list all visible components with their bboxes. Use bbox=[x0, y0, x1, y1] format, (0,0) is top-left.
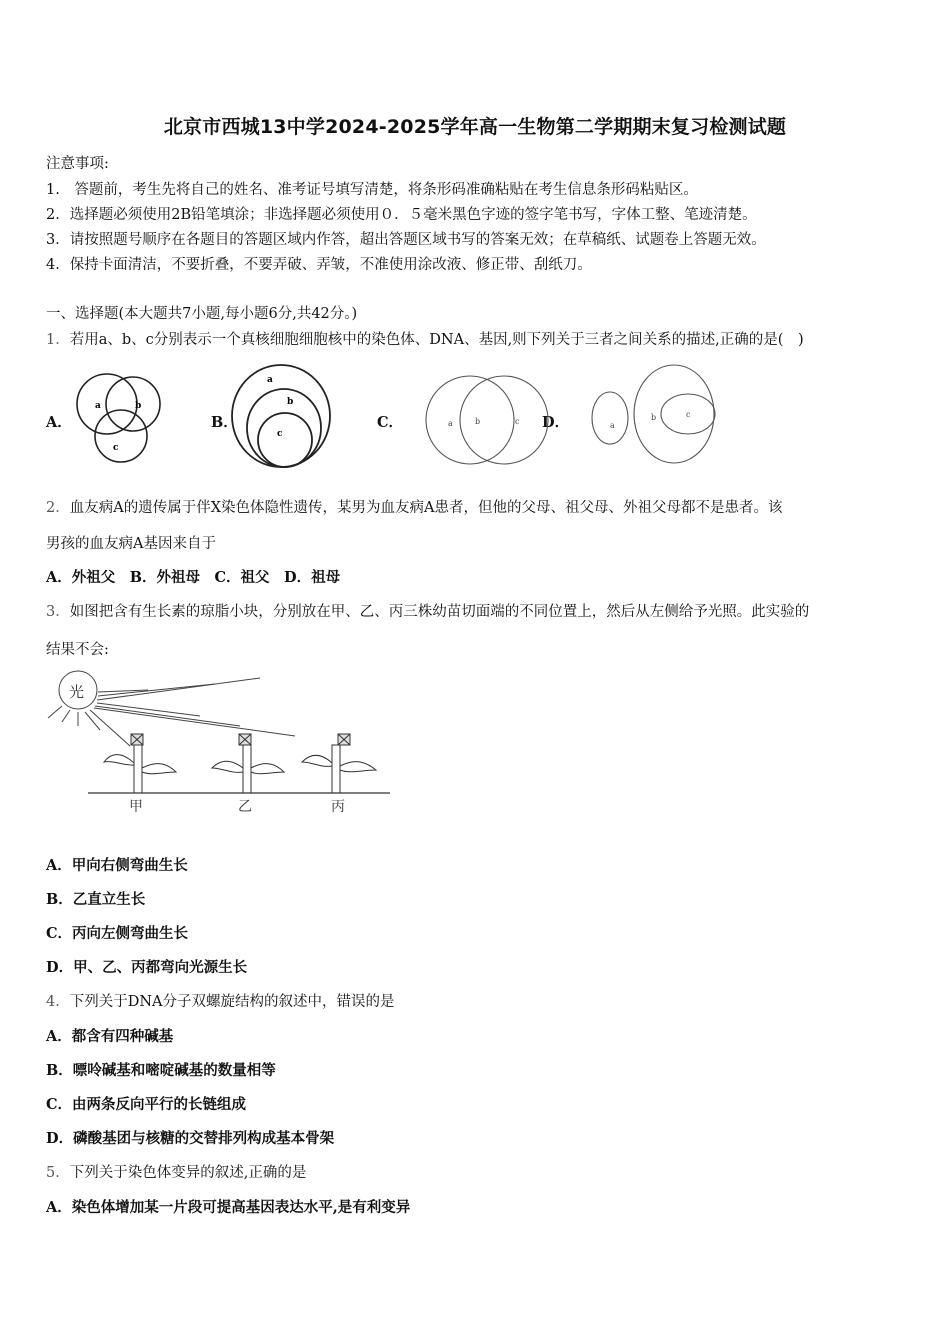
question-text: 下列关于DNA分子双螺旋结构的叙述中，错误的是 bbox=[69, 994, 395, 1010]
q3-option-a: A．甲向右侧弯曲生长 bbox=[46, 857, 188, 874]
label-a: a bbox=[448, 419, 453, 428]
notice-item: 2．选择题必须使用2B铅笔填涂；非选择题必须使用０．５毫米黑色字迹的签字笔书写，字体工整、笔迹清楚。 bbox=[46, 207, 757, 223]
question-number: 3． bbox=[46, 604, 70, 620]
q4-option-a: A．都含有四种碱基 bbox=[46, 1028, 174, 1045]
label-c: c bbox=[686, 410, 691, 419]
plant-bing bbox=[302, 734, 376, 793]
question-number: 2． bbox=[46, 500, 70, 516]
question-4 bbox=[46, 990, 395, 1011]
label-b: b bbox=[287, 397, 294, 407]
q1-option-c-label: C． bbox=[377, 414, 404, 431]
plant-yi bbox=[212, 734, 284, 793]
venn-diagram-b bbox=[230, 362, 334, 472]
question-5 bbox=[46, 1161, 306, 1182]
q4-option-c: C．由两条反向平行的长链组成 bbox=[46, 1096, 247, 1113]
question-2 bbox=[46, 496, 783, 517]
question-1 bbox=[46, 328, 804, 349]
plant-label-bing: 丙 bbox=[331, 799, 345, 815]
venn-diagram-a bbox=[68, 366, 168, 470]
venn-diagram-c bbox=[420, 372, 555, 468]
q1-option-d-label: D． bbox=[542, 414, 570, 431]
phototropism-figure bbox=[40, 668, 400, 820]
label-b: b bbox=[651, 413, 657, 422]
circle-a bbox=[232, 365, 330, 467]
question-2-options: A．外祖父 B．外祖母 C．祖父 D．祖母 bbox=[46, 569, 341, 586]
q3-option-d: D．甲、乙、丙都弯向光源生长 bbox=[46, 959, 248, 976]
circle-b bbox=[460, 376, 548, 464]
question-text: 血友病A的遗传属于伴X染色体隐性遗传，某男为血友病A患者，但他的父母、祖父母、外祖父母都不是患者。该 bbox=[69, 500, 783, 516]
question-text: 若用a、b、c分别表示一个真核细胞细胞核中的染色体、DNA、基因,则下列关于三者之间关系的描述,正确的是( ) bbox=[69, 332, 804, 348]
exam-title: 北京市西城13中学2024-2025学年高一生物第二学期期末复习检测试题 bbox=[163, 116, 787, 138]
circle-c bbox=[258, 413, 312, 467]
question-3-line2: 结果不会: bbox=[46, 642, 109, 658]
notice-heading: 注意事项: bbox=[46, 156, 109, 172]
circle-a bbox=[592, 392, 628, 444]
q1-option-a-label: A． bbox=[46, 414, 72, 431]
label-a: a bbox=[610, 421, 615, 430]
section-heading: 一、选择题(本大题共7小题,每小题6分,共42分。) bbox=[46, 306, 358, 322]
circle-a bbox=[426, 376, 514, 464]
notice-item: 1. 答题前，考生先将自己的姓名、准考证号填写清楚，将条形码准确粘贴在考生信息条形码粘贴区。 bbox=[46, 182, 698, 198]
sun-label: 光 bbox=[69, 683, 85, 701]
q5-option-a: A．染色体增加某一片段可提高基因表达水平,是有利变异 bbox=[46, 1199, 411, 1216]
q1-option-b-label: B． bbox=[211, 414, 238, 431]
question-number: 1． bbox=[46, 332, 70, 348]
circle-b bbox=[106, 377, 160, 431]
question-2-line2: 男孩的血友病A基因来自于 bbox=[46, 536, 216, 552]
notice-item: 4．保持卡面清洁，不要折叠，不要弄破、弄皱，不准使用涂改液、修正带、刮纸刀。 bbox=[46, 257, 592, 273]
q3-option-c: C．丙向左侧弯曲生长 bbox=[46, 925, 189, 942]
label-b: b bbox=[475, 417, 481, 426]
label-c: c bbox=[277, 429, 283, 439]
venn-diagram-d bbox=[588, 362, 720, 468]
question-3 bbox=[46, 600, 809, 621]
question-number: 5． bbox=[46, 1165, 70, 1181]
q4-option-d: D．磷酸基团与核糖的交替排列构成基本骨架 bbox=[46, 1130, 335, 1147]
question-text: 下列关于染色体变异的叙述,正确的是 bbox=[69, 1165, 307, 1181]
label-b: b bbox=[135, 401, 142, 411]
q3-option-b: B．乙直立生长 bbox=[46, 891, 146, 908]
question-number: 4． bbox=[46, 994, 70, 1010]
q4-option-b: B．嘌呤碱基和嘧啶碱基的数量相等 bbox=[46, 1062, 276, 1079]
question-text: 如图把含有生长素的琼脂小块，分别放在甲、乙、丙三株幼苗切面端的不同位置上，然后从左侧给予光照。此实验的 bbox=[69, 604, 810, 620]
circle-b bbox=[634, 365, 714, 463]
plant-jia bbox=[104, 734, 176, 793]
notice-item: 3．请按照题号顺序在各题目的答题区域内作答，超出答题区域书写的答案无效；在草稿纸、试题卷上答题无效。 bbox=[46, 232, 766, 248]
label-a: a bbox=[95, 401, 101, 411]
label-a: a bbox=[267, 375, 273, 385]
circle-c bbox=[95, 410, 147, 462]
circle-a bbox=[77, 374, 137, 434]
plant-label-jia: 甲 bbox=[129, 799, 143, 815]
label-c: c bbox=[515, 417, 520, 426]
label-c: c bbox=[113, 443, 119, 453]
plant-label-yi: 乙 bbox=[238, 799, 252, 815]
